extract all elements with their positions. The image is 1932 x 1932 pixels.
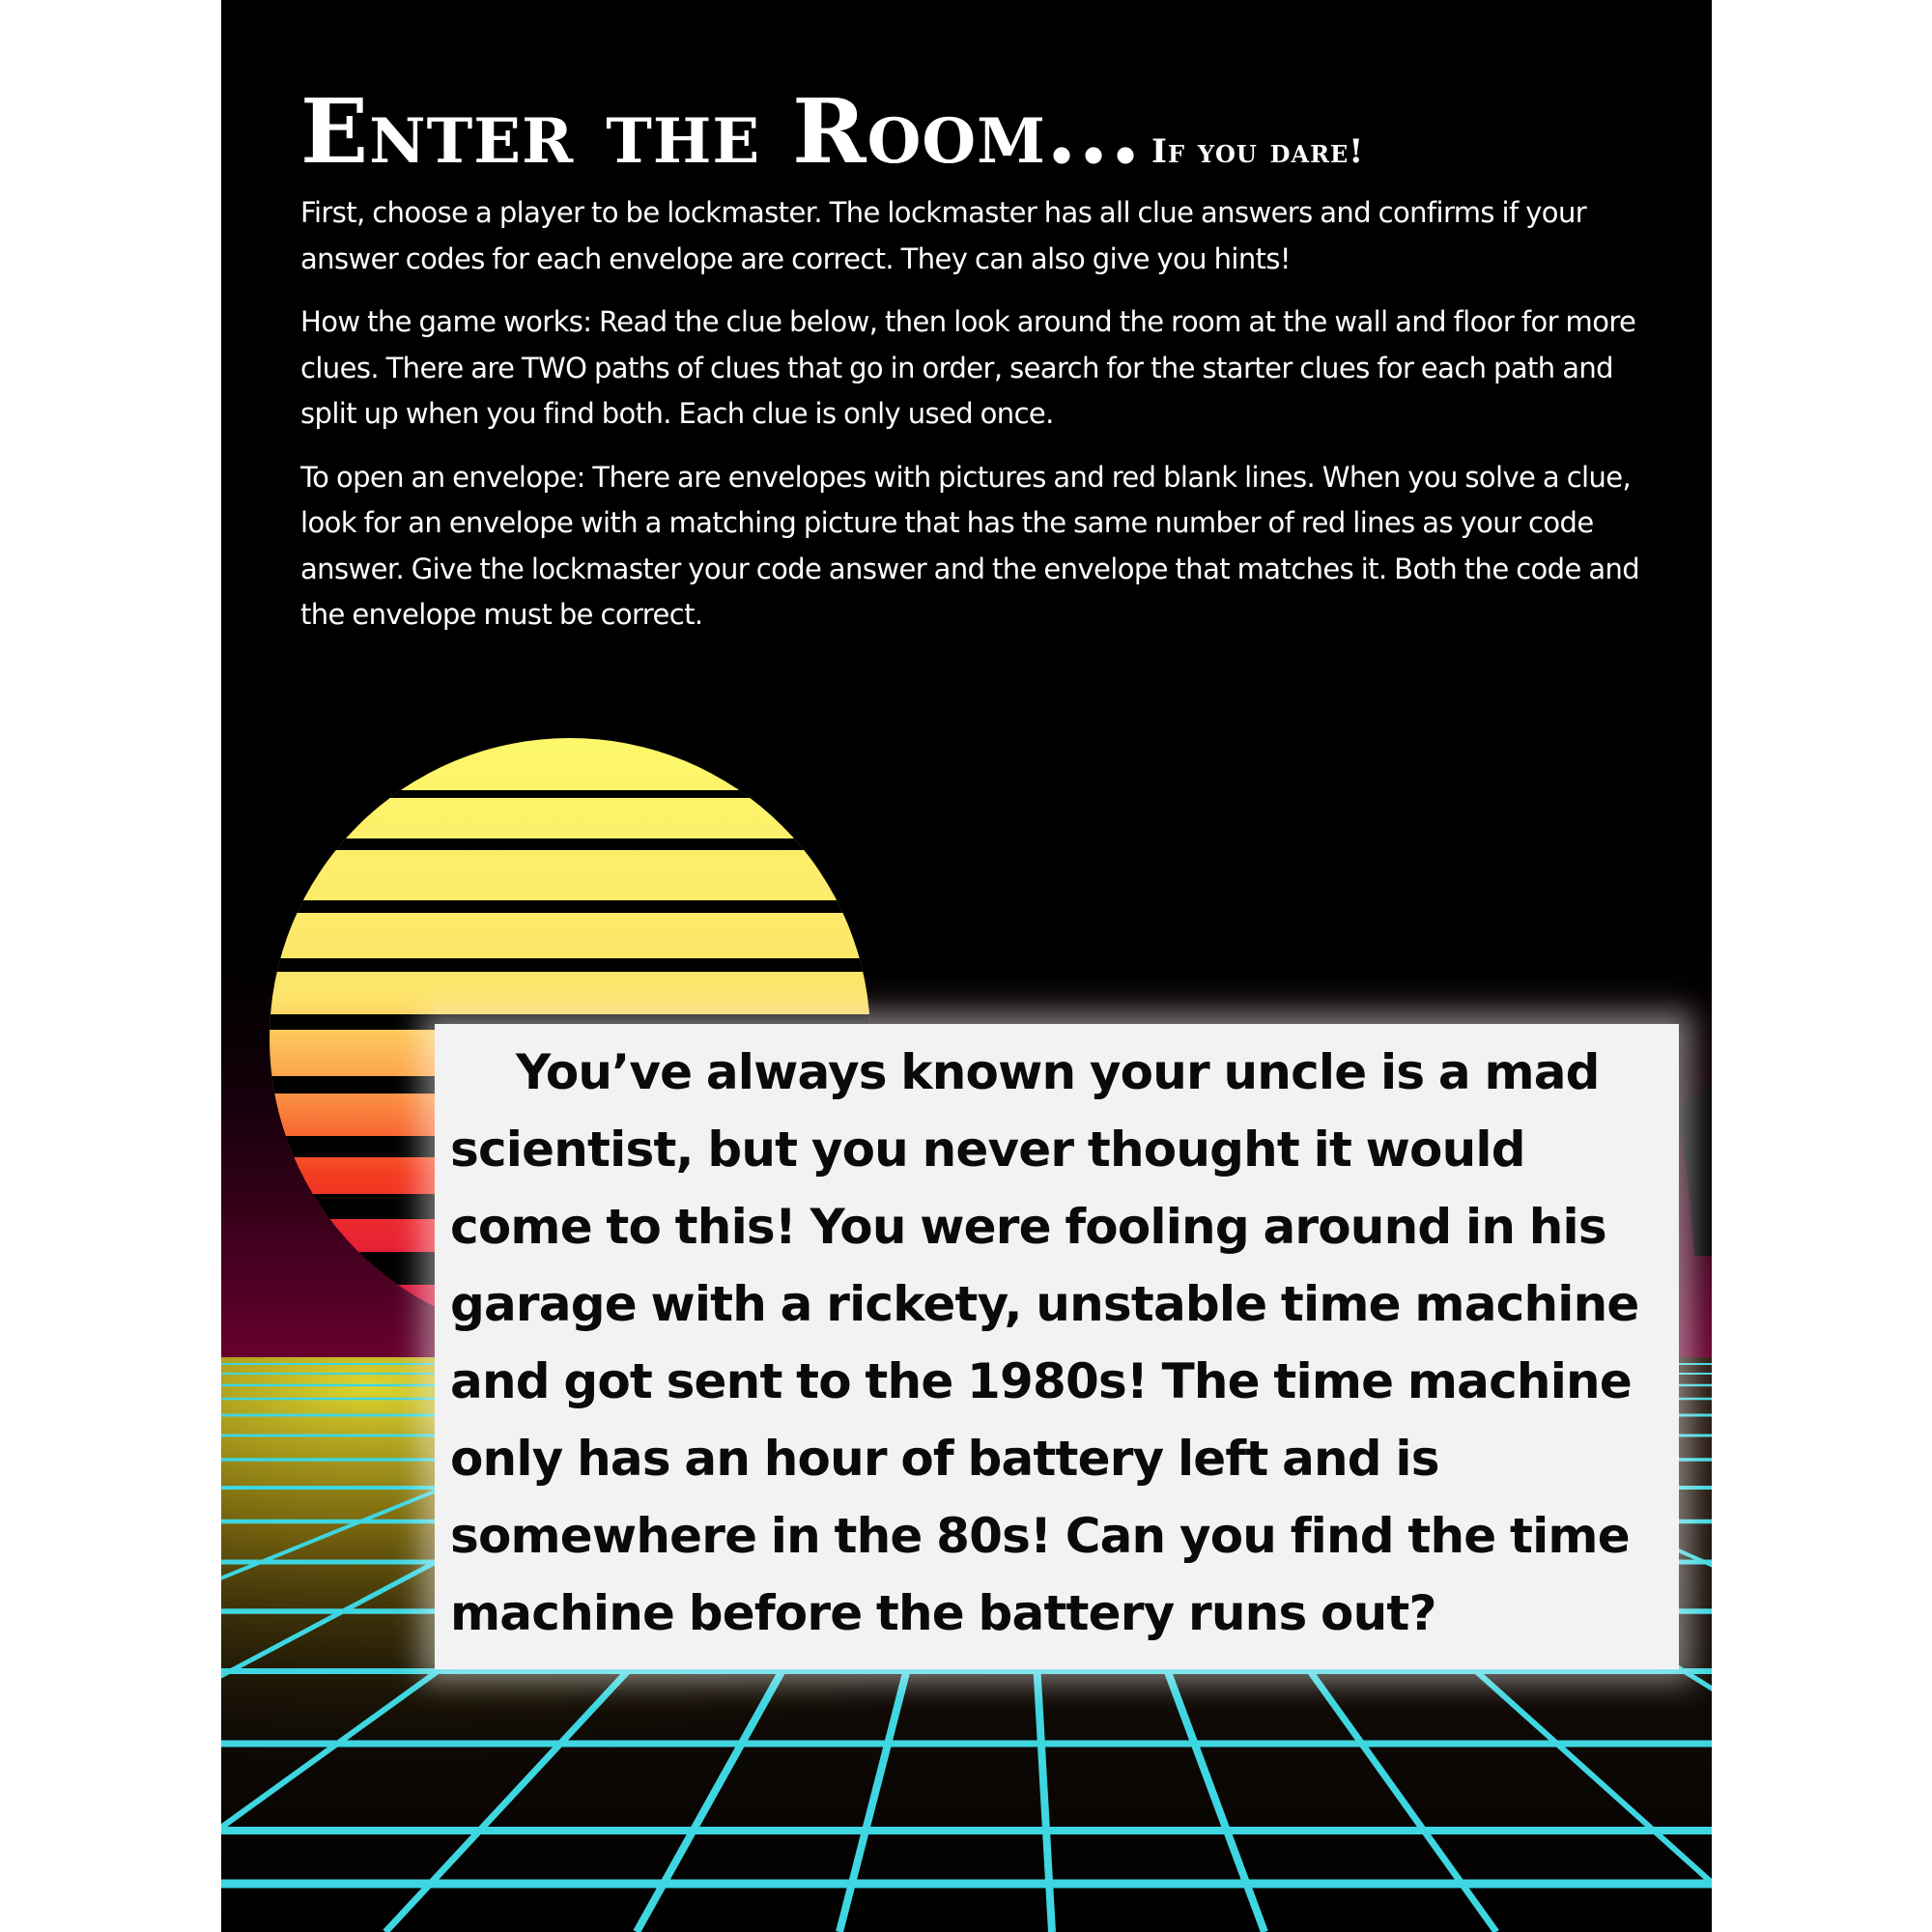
title-sub: If you dare! [1151, 132, 1365, 171]
instruction-open-envelope: To open an envelope: There are envelopes with pictures and red blank lines. When you solve a clue, look for an envelope with a matching picture that has the same number of red lines as your code answer. Give the lockmaster your code answer and the envelope that matches it. Both the code and the envelope must be correct. [300, 460, 1640, 631]
page-title [300, 79, 1653, 184]
title-main: Enter the Room... [300, 79, 1143, 184]
instructions [300, 190, 1653, 639]
story-clue-text: You’ve always known your uncle is a mad scientist, but you never thought it would come to this! You were fooling around in his garage with a rickety, unstable time machine and got sent to the 1980s! The time machine only has an hour of battery left and is somewhere in the 80s! Can you find the time machine before the battery runs out? [450, 1044, 1639, 1641]
story-clue-box [435, 1024, 1679, 1669]
title-block [300, 79, 1653, 184]
instruction-how-it-works: How the game works: Read the clue below, then look around the room at the wall and floor for more clues. There are TWO paths of clues that go in order, search for the starter clues for each path and split up when you find both. Each clue is only used once. [300, 305, 1636, 430]
document-page [221, 0, 1712, 1932]
instruction-lockmaster: First, choose a player to be lockmaster. The lockmaster has all clue answers and confirms if your answer codes for each envelope are correct. They can also give you hints! [300, 196, 1587, 275]
